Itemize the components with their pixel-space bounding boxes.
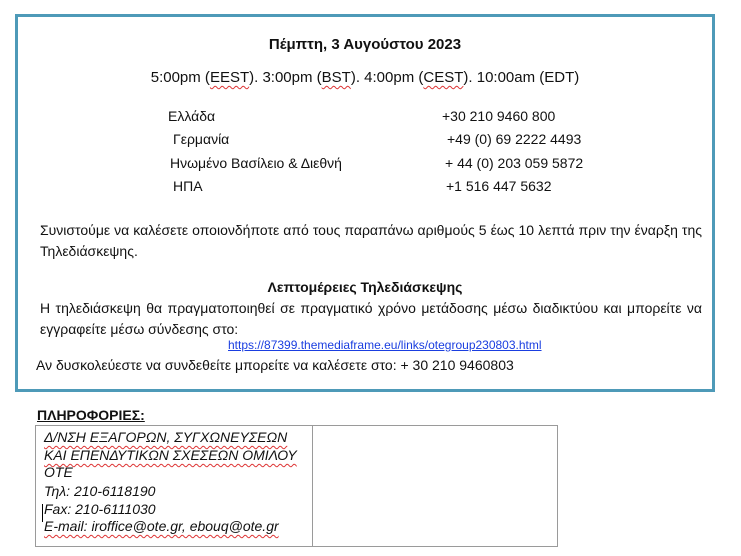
conference-date: Πέμπτη, 3 Αυγούστου 2023 — [268, 36, 462, 53]
conference-times: 5:00pm (EEST). 3:00pm (BST). 4:00pm (CEST). 10:00am (EDT) — [150, 69, 580, 86]
details-text: Η τηλεδιάσκεψη θα πραγματοποιηθεί σε πραγματικό χρόνο μετάδοσης μέσω διαδικτύου και μπορείτε να εγγραφείτε μέσω σύνδεσης στο: — [40, 300, 702, 337]
table-divider — [312, 426, 313, 546]
dial-in-country: Ηνωμένο Βασίλειο & Διεθνή — [170, 155, 342, 171]
department-line: ΟΤΕ — [44, 464, 73, 480]
fax-line: Fax: 210-6111030 — [44, 501, 156, 517]
info-heading: ΠΛΗΡΟΦΟΡΙΕΣ: — [37, 407, 145, 423]
conference-box — [15, 14, 715, 392]
dial-in-phone: +49 (0) 69 2222 4493 — [447, 131, 582, 147]
webcast-link[interactable]: https://87399.themediaframe.eu/links/otegroup230803.html — [228, 338, 542, 352]
text-cursor — [42, 504, 43, 522]
phone-line: Τηλ: 210-6118190 — [44, 483, 156, 499]
department-line: Δ/ΝΣΗ ΕΞΑΓΟΡΩΝ, ΣΥΓΧΩΝΕΥΣΕΩΝ — [44, 429, 288, 445]
dial-in-phone: +30 210 9460 800 — [442, 108, 556, 124]
dial-in-country: Ελλάδα — [168, 108, 216, 124]
email-line: E-mail: iroffice@ote.gr, ebouq@ote.gr — [44, 518, 279, 534]
difficulty-note: Αν δυσκολεύεστε να συνδεθείτε μπορείτε να καλέσετε στο: + 30 210 9460803 — [36, 357, 514, 373]
dial-in-phone: + 44 (0) 203 059 5872 — [445, 155, 584, 171]
dial-in-phone: +1 516 447 5632 — [446, 178, 552, 194]
dial-in-country: Γερμανία — [173, 131, 230, 147]
details-heading: Λεπτομέρειες Τηλεδιάσκεψης — [267, 279, 463, 295]
contact-table — [35, 425, 558, 547]
dial-in-country: ΗΠΑ — [173, 178, 203, 194]
call-recommendation: Συνιστούμε να καλέσετε οποιονδήποτε από τους παραπάνω αριθμούς 5 έως 10 λεπτά πριν την έναρξη της Τηλεδιάσκεψης. — [40, 222, 702, 259]
department-line: ΚΑΙ ΕΠΕΝΔΥΤΙΚΩΝ ΣΧΕΣΕΩΝ ΟΜΙΛΟΥ — [44, 447, 297, 463]
